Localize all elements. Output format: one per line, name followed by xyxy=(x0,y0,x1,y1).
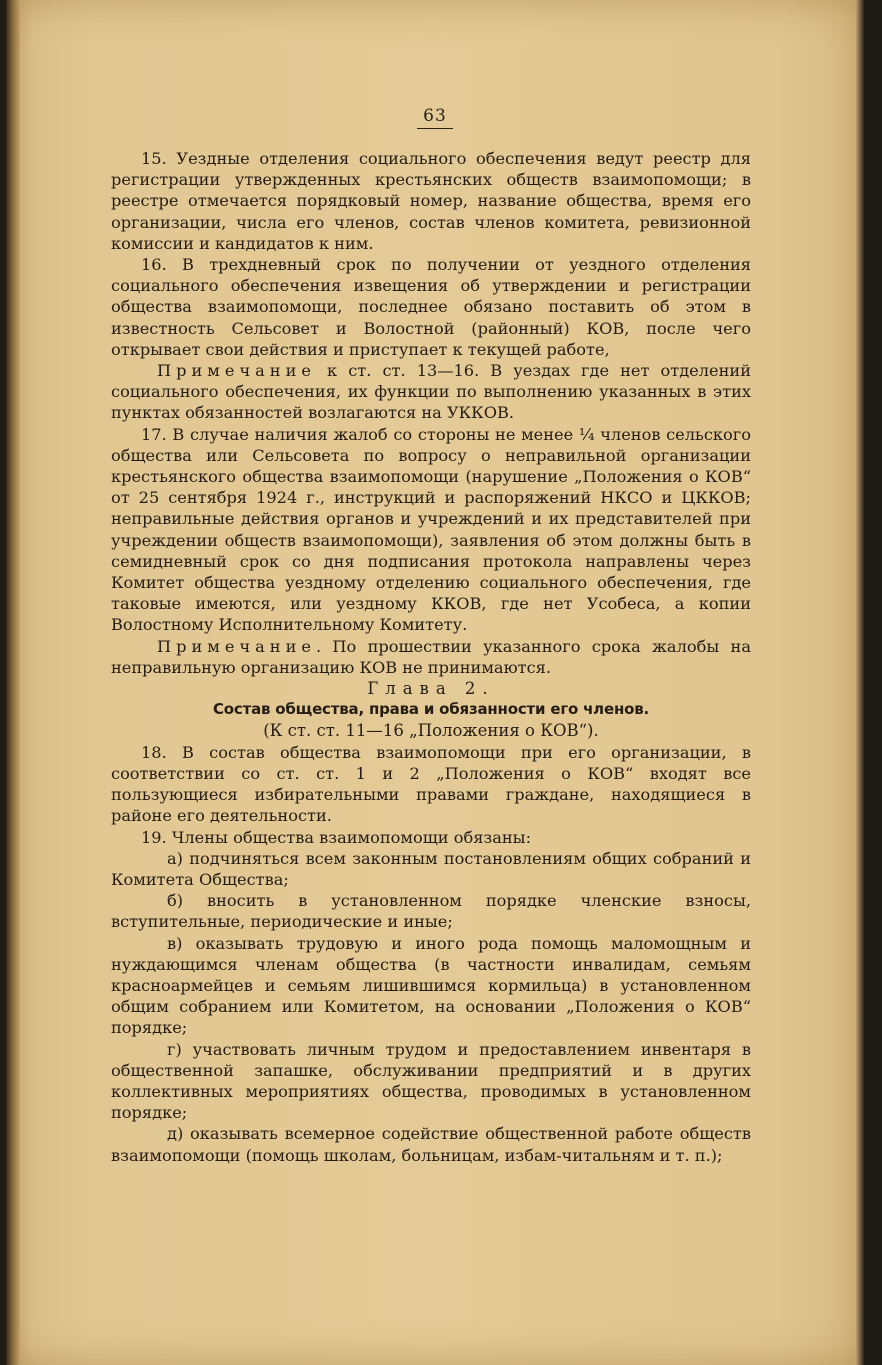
note-articles-13-16 xyxy=(111,360,751,424)
list-item-v: в) оказывать трудовую и иного рода помощь маломощным и нуждающимся членам общества (в частности инвалидам, семьям красноармейцев и семьям лишившимся кормильца) в установленном общим собранием или Комитетом, на основании „Положения о КОВ“ порядке; xyxy=(111,933,751,1038)
paragraph-15: 15. Уездные отделения социального обеспечения ведут реестр для регистрации утвержденных крестьянских обществ взаимопомощи; в реестре отмечается порядковый номер, название общества, время его организации, числа его членов, состав членов комитета, ревизионной комиссии и кандидатов к ним. xyxy=(111,149,751,253)
list-item-b: б) вносить в установленном порядке членские взносы, вступительные, периодические и иные; xyxy=(111,891,751,932)
note-text: к ст. ст. 13—16. В уездах где нет отделений социального обеспечения, их функции по выполнению указанных в этих пунктах обязанностей возлагаются на УККОВ. xyxy=(111,361,751,423)
note-text: . По прошествии указанного срока жалобы на неправильную организацию КОВ не принимаются. xyxy=(111,636,751,677)
note-label: Примечание xyxy=(157,361,316,381)
document-text xyxy=(111,148,751,1166)
chapter-heading: Глава 2. xyxy=(367,679,495,699)
paragraph-16: 16. В трехдневный срок по получении от уездного отделения социального обеспечения извещения об утверждении и регистрации общества взаимопомощи, последнее обязано поставить об этом в известность Сельсовет и Волостной (районный) КОВ, после чего открывает свои действия и приступает к текущей работе, xyxy=(111,255,751,359)
list-item-a: а) подчиняться всем законным постановлениям общих собраний и Комитета Общества; xyxy=(111,848,751,889)
chapter-title: Состав общества, права и обязанности его членов. xyxy=(212,700,650,719)
list-item-g: г) участвовать личным трудом и предоставлением инвентаря в общественной запашке, обслуживании предприятий и в других коллективных мероприятиях общества, проводимых в установленном порядке; xyxy=(111,1039,751,1123)
document-page xyxy=(6,0,864,1365)
note-complaints xyxy=(111,636,751,678)
book-spine xyxy=(6,0,20,1365)
list-item-d: д) оказывать всемерное содействие общественной работе обществ взаимопомощи (помощь школам, больницам, избам-читальням и т. п.); xyxy=(111,1124,751,1165)
note-label: Примечание xyxy=(157,636,316,656)
paragraph-18: 18. В состав общества взаимопомощи при его организации, в соответствии со ст. ст. 1 и 2 „Положения о КОВ“ входят все пользующиеся избирательными правами граждане, находящиеся в районе его деятельности. xyxy=(111,742,751,826)
page-number: 63 xyxy=(6,106,864,126)
chapter-reference: (К ст. ст. 11—16 „Положения о КОВ“). xyxy=(263,721,599,741)
paragraph-17: 17. В случае наличия жалоб со стороны не менее ¹⁄₄ членов сельского общества или Сельсовета по вопросу о неправильной организации крестьянского общества взаимопомощи (нарушение „Положения о КОВ“ от 25 сентября 1924 г., инструкций и распоряжений НКСО и ЦККОВ; неправильные действия органов и учреждений и их представителей при учреждении обществ взаимопомощи), заявления об этом должны быть в семидневный срок со дня подписания протокола направлены через Комитет общества уездному отделению социального обеспечения, где таковые имеются, или уездному ККОВ, где нет Усобеса, а копии Волостному Исполнительному Комитету. xyxy=(111,424,751,635)
page-edge xyxy=(856,0,864,1365)
paragraph-19: 19. Члены общества взаимопомощи обязаны: xyxy=(141,827,532,847)
